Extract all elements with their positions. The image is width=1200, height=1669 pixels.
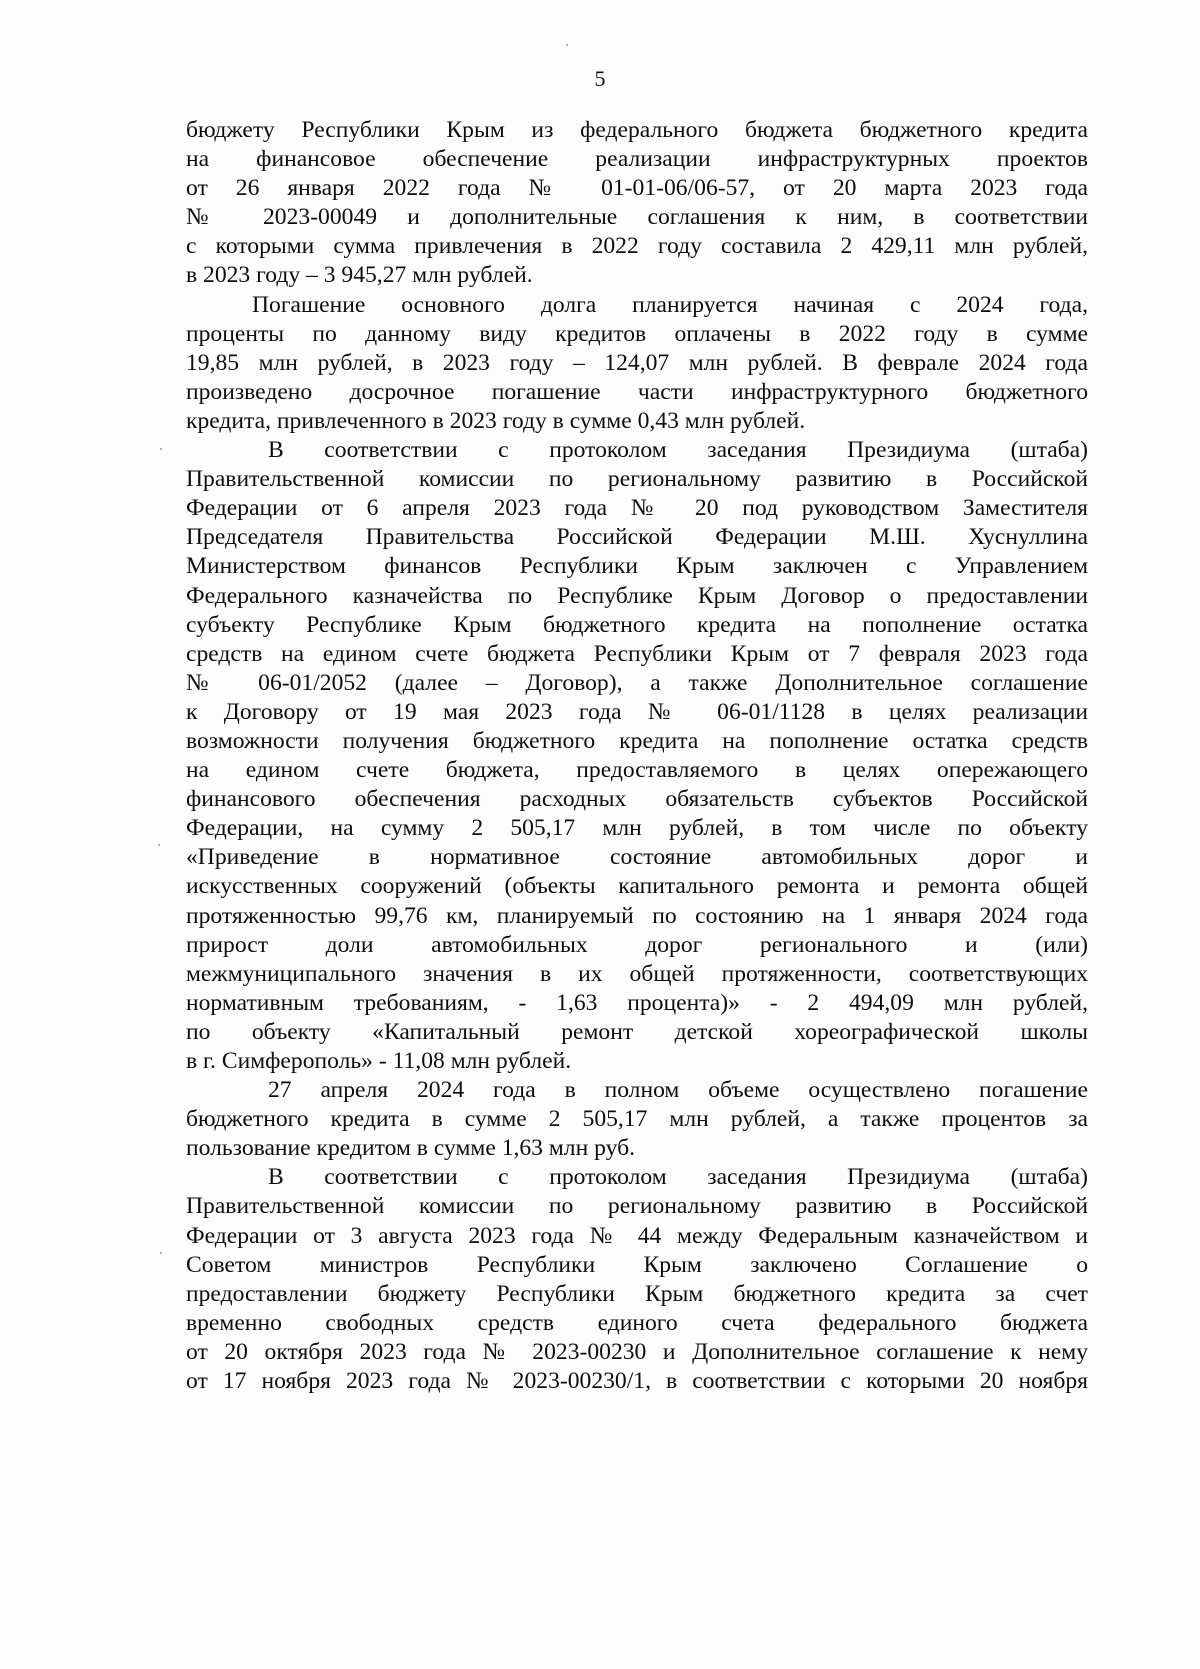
text-line: пользование кредитом в сумме 1,63 млн руб.	[186, 1135, 635, 1162]
text-line: в г. Симферополь» - 11,08 млн рублей.	[186, 1048, 572, 1074]
text-line: предоставлении бюджету Республики Крым бюджетного кредита за счет	[186, 1280, 1088, 1307]
text-line: Министерством финансов Республики Крым заключен с Управлением	[186, 553, 1088, 580]
text-line: Федерального казначейства по Республике Крым Договор о предоставлении	[186, 582, 1088, 609]
text-line: субъекту Республике Крым бюджетного кредита на пополнение остатка	[186, 611, 1088, 638]
text-line: Федерации, на сумму 2 505,17 млн рублей, в том числе по объекту	[186, 815, 1088, 842]
text-line: от 20 октября 2023 года № 2023-00230 и Дополнительное соглашение к нему	[186, 1338, 1088, 1365]
text-line: средств на едином счете бюджета Республики Крым от 7 февраля 2023 года	[186, 640, 1088, 667]
text-line: в 2023 году – 3 945,27 млн рублей.	[186, 262, 533, 289]
text-line: «Приведение в нормативное состояние автомобильных дорог и	[186, 844, 1088, 871]
page-number: 5	[594, 66, 606, 91]
text-line: к Договору от 19 мая 2023 года № 06-01/1128 в целях реализации	[186, 698, 1088, 725]
text-line: Председателя Правительства Российской Федерации М.Ш. Хуснуллина	[186, 524, 1088, 551]
text-line: Федерации от 6 апреля 2023 года № 20 под руководством Заместителя	[186, 495, 1088, 522]
text-line: от 17 ноября 2023 года № 2023-00230/1, в соответствии с которыми 20 ноября	[186, 1368, 1088, 1395]
scan-speck	[160, 1252, 162, 1254]
scan-speck	[158, 844, 160, 846]
text-line: временно свободных средств единого счета федерального бюджета	[186, 1309, 1088, 1336]
text-line: на едином счете бюджета, предоставляемого в целях опережающего	[186, 757, 1088, 784]
text-line: финансового обеспечения расходных обязательств субъектов Российской	[186, 786, 1088, 813]
text-line: Погашение основного долга планируется начиная с 2024 года,	[252, 291, 1088, 318]
text-line: В соответствии с протоколом заседания Президиума (штаба)	[268, 1164, 1088, 1191]
document-body	[186, 116, 1088, 1396]
text-line: Советом министров Республики Крым заключено Соглашение о	[186, 1251, 1088, 1278]
text-line: межмуниципального значения в их общей протяженности, соответствующих	[186, 960, 1088, 987]
text-line: протяженностью 99,76 км, планируемый по состоянию на 1 января 2024 года	[186, 902, 1088, 929]
scan-speck	[160, 448, 162, 450]
text-line: В соответствии с протоколом заседания Президиума (штаба)	[268, 437, 1088, 464]
text-line: № 06-01/2052 (далее – Договор), а также Дополнительное соглашение	[186, 669, 1088, 696]
text-line: бюджетного кредита в сумме 2 505,17 млн рублей, а также процентов за	[186, 1106, 1088, 1133]
text-line: прирост доли автомобильных дорог регионального и (или)	[186, 931, 1088, 958]
text-line: проценты по данному виду кредитов оплачены в 2022 году в сумме	[186, 320, 1088, 347]
text-line: с которыми сумма привлечения в 2022 году составила 2 429,11 млн рублей,	[186, 233, 1088, 260]
text-line: 27 апреля 2024 года в полном объеме осуществлено погашение	[268, 1077, 1088, 1104]
text-line: Правительственной комиссии по региональному развитию в Российской	[186, 466, 1088, 493]
text-line: № 2023-00049 и дополнительные соглашения к ним, в соответствии	[186, 204, 1088, 231]
text-line: по объекту «Капитальный ремонт детской хореографической школы	[186, 1018, 1088, 1045]
text-line: искусственных сооружений (объекты капитального ремонта и ремонта общей	[186, 873, 1088, 900]
text-line: бюджету Республики Крым из федерального бюджета бюджетного кредита	[186, 117, 1088, 143]
text-line: нормативным требованиям, - 1,63 процента)» - 2 494,09 млн рублей,	[186, 989, 1088, 1016]
text-line: кредита, привлеченного в 2023 году в сумме 0,43 млн рублей.	[186, 407, 806, 434]
text-line: возможности получения бюджетного кредита на пополнение остатка средств	[186, 727, 1088, 754]
text-line: 19,85 млн рублей, в 2023 году – 124,07 млн рублей. В феврале 2024 года	[186, 349, 1088, 376]
text-line: от 26 января 2022 года № 01-01-06/06-57, от 20 марта 2023 года	[186, 175, 1088, 202]
text-line: Правительственной комиссии по региональному развитию в Российской	[186, 1193, 1088, 1220]
text-line: произведено досрочное погашение части инфраструктурного бюджетного	[186, 378, 1088, 405]
scan-speck	[566, 44, 568, 46]
text-line: на финансовое обеспечение реализации инфраструктурных проектов	[186, 146, 1088, 173]
text-line: Федерации от 3 августа 2023 года № 44 между Федеральным казначейством и	[186, 1222, 1088, 1249]
